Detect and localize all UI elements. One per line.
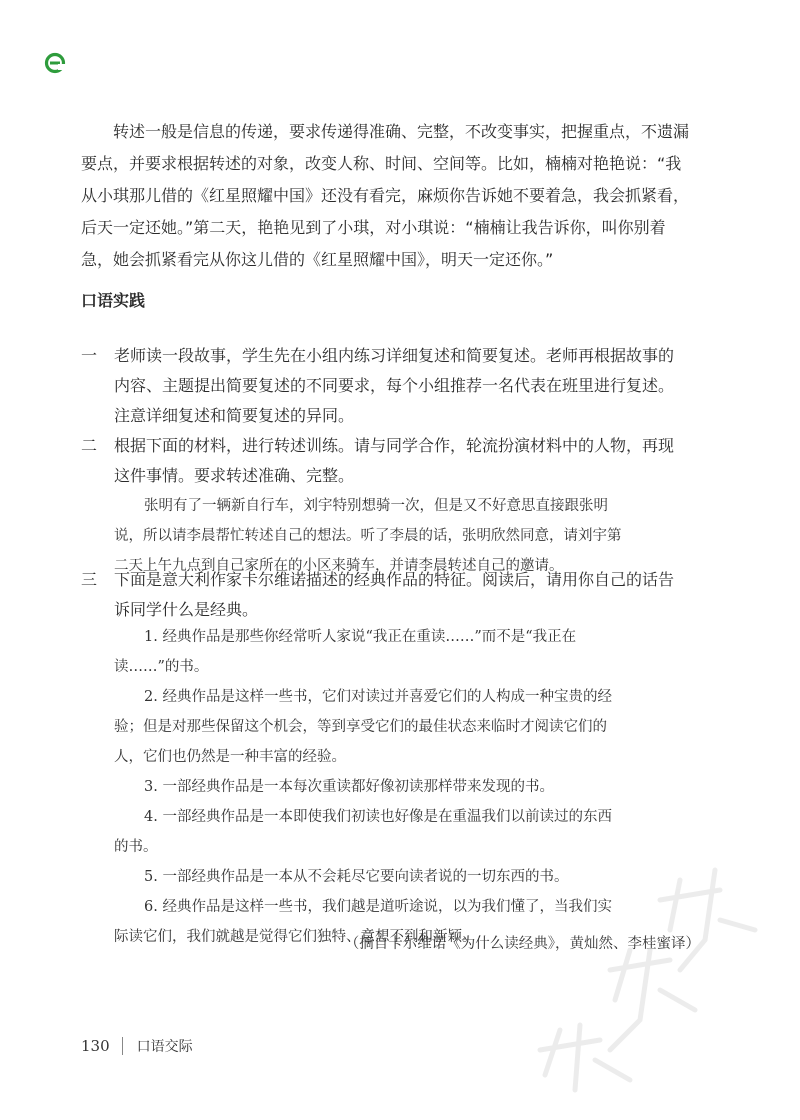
item-line: 根据下面的材料，进行转述训练。请与同学合作，轮流扮演材料中的人物，再现: [114, 436, 675, 455]
intro-line: 从小琪那儿借的《红星照耀中国》还没有看完，麻烦你告诉她不要着急，我会抓紧看，: [81, 186, 690, 205]
footer-section-name: 口语交际: [136, 1039, 193, 1055]
intro-line: 转述一般是信息的传递，要求传递得准确、完整，不改变事实，把握重点，不遗漏: [113, 122, 690, 141]
page-footer: [81, 1036, 193, 1056]
classics-line: 的书。: [114, 839, 158, 855]
classics-line: 验；但是对那些保留这个机会，等到享受它们的最佳状态来临时才阅读它们的: [114, 719, 607, 735]
item-line: 这件事情。要求转述准确、完整。: [114, 466, 355, 485]
classics-line: 4. 一部经典作品是一本即使我们初读也好像是在重温我们以前读过的东西: [144, 809, 612, 825]
material-line: 张明有了一辆新自行车，刘宇特别想骑一次，但是又不好意思直接跟张明: [144, 498, 608, 514]
intro-line: 急，她会抓紧看完从你这儿借的《红星照耀中国》，明天一定还你。”: [81, 250, 554, 269]
item-line: 内容、主题提出简要复述的不同要求，每个小组推荐一名代表在班里进行复述。: [114, 376, 675, 395]
footer-divider: [122, 1037, 123, 1055]
publisher-logo-icon: [44, 52, 66, 74]
item-line: 老师读一段故事，学生先在小组内练习详细复述和简要复述。老师再根据故事的: [114, 346, 675, 365]
classics-line: 际读它们，我们就越是觉得它们独特、意想不到和新颖。: [114, 929, 477, 945]
intro-line: 要点，并要求根据转述的对象，改变人称、时间、空间等。比如，楠楠对艳艳说：“我: [81, 154, 682, 173]
classics-line: 读……”的书。: [114, 659, 209, 675]
intro-paragraph: [81, 116, 711, 276]
section-title: 口语实践: [81, 291, 146, 310]
classics-list: [114, 622, 699, 952]
item-number: 三: [81, 570, 98, 589]
classics-line: 6. 经典作品是这样一些书，我们越是道听途说，以为我们懂了，当我们实: [144, 899, 612, 915]
item-line: 诉同学什么是经典。: [114, 600, 259, 619]
intro-line: 后天一定还她。”第二天，艳艳见到了小琪，对小琪说：“楠楠让我告诉你，叫你别着: [81, 218, 666, 237]
source-citation: （摘自卡尔维诺《为什么读经典》，黄灿然、李桂蜜译）: [344, 936, 700, 952]
classics-line: 1. 经典作品是那些你经常听人家说“我正在重读……”而不是“我正在: [144, 629, 577, 645]
item-number: 一: [81, 346, 98, 365]
material-line: 说，所以请李晨帮忙转述自己的想法。听了李晨的话，张明欣然同意，请刘宇第: [114, 528, 622, 544]
material-line: 二天上午九点到自己家所在的小区来骑车，并请李晨转述自己的邀请。: [114, 558, 564, 574]
page-number: 130: [81, 1037, 110, 1055]
classics-line: 2. 经典作品是这样一些书，它们对读过并喜爱它们的人构成一种宝贵的经: [144, 689, 612, 705]
item-line: 下面是意大利作家卡尔维诺描述的经典作品的特征。阅读后，请用你自己的话告: [114, 570, 675, 589]
classics-line: 5. 一部经典作品是一本从不会耗尽它要向读者说的一切东西的书。: [144, 869, 569, 885]
classics-line: 3. 一部经典作品是一本每次重读都好像初读那样带来发现的书。: [144, 779, 554, 795]
item-number: 二: [81, 436, 98, 455]
item-line: 注意详细复述和简要复述的异同。: [114, 406, 355, 425]
classics-line: 人，它们也仍然是一种丰富的经验。: [114, 749, 346, 765]
